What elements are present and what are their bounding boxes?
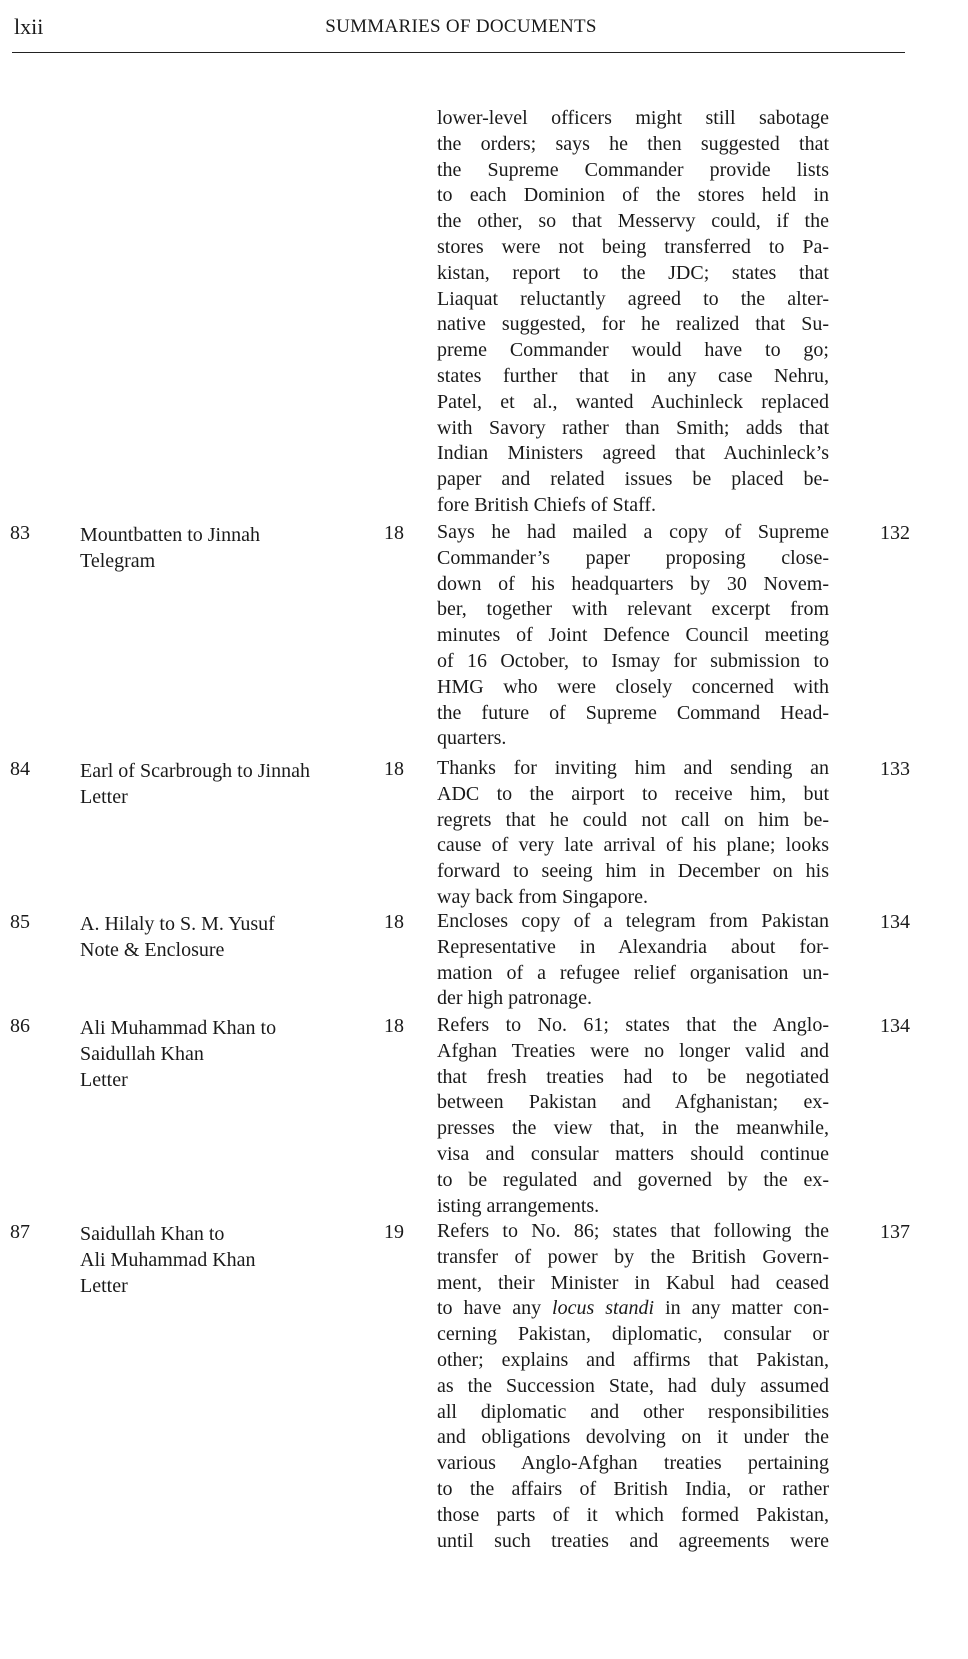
entry-page: 134 xyxy=(880,1015,910,1037)
entry-title-line: Saidullah Khan to xyxy=(80,1223,225,1245)
entry-title-line: A. Hilaly to S. M. Yusuf xyxy=(80,913,275,935)
summary-line: way back from Singapore. xyxy=(437,885,649,908)
summary-line: Encloses copy of a telegram from Pakistan xyxy=(437,910,829,932)
summary-line: ber, together with relevant excerpt from xyxy=(437,598,829,621)
entry-title-line: Letter xyxy=(80,1275,128,1297)
summary-line: Patel, et al., wanted Auchinleck replaced xyxy=(437,390,829,413)
summary-line: mation of a refugee relief organisation un- xyxy=(437,961,829,984)
summary-line: lower-level officers might still sabotage xyxy=(437,107,829,129)
summary-line: to have any locus standi in any matter con- xyxy=(437,1297,829,1320)
entry-title xyxy=(80,1221,380,1299)
summary-line: transfer of power by the British Govern- xyxy=(437,1245,829,1268)
italic-phrase: locus standi xyxy=(552,1297,655,1320)
entry-number: 87 xyxy=(10,1221,30,1243)
entry-title-line: Telegram xyxy=(80,550,156,572)
entry-title xyxy=(80,522,380,574)
entry-summary xyxy=(437,909,829,1012)
entry-date: 19 xyxy=(384,1221,404,1243)
summary-line: with Savory rather than Smith; adds that xyxy=(437,416,829,439)
summary-line: to be regulated and governed by the ex- xyxy=(437,1168,829,1191)
entry-title-line: Note & Enclosure xyxy=(80,939,225,961)
summary-line: the Supreme Commander provide lists xyxy=(437,158,829,181)
entry-title xyxy=(80,1015,380,1093)
summary-line: presses the view that, in the meanwhile, xyxy=(437,1117,829,1140)
summary-line: isting arrangements. xyxy=(437,1194,600,1217)
entry-number: 86 xyxy=(10,1015,30,1037)
summary-line: Says he had mailed a copy of Supreme xyxy=(437,521,829,543)
continued-summary xyxy=(437,106,829,519)
summary-line: the other, so that Messervy could, if the xyxy=(437,210,829,233)
summary-line: those parts of it which formed Pakistan, xyxy=(437,1503,829,1526)
summary-line: ment, their Minister in Kabul had ceased xyxy=(437,1271,829,1294)
summary-line: to the affairs of British India, or rather xyxy=(437,1477,829,1500)
summary-line: the future of Supreme Command Head- xyxy=(437,701,829,724)
entry-number: 84 xyxy=(10,758,30,780)
summary-line: of 16 October, to Ismay for submission to xyxy=(437,649,829,672)
running-title: SUMMARIES OF DOCUMENTS xyxy=(325,16,597,37)
summary-line: that fresh treaties had to be negotiated xyxy=(437,1065,829,1088)
entry-number: 85 xyxy=(10,911,30,933)
header-rule xyxy=(12,52,905,53)
summary-line: regrets that he could not call on him be- xyxy=(437,808,829,831)
summary-line: quarters. xyxy=(437,727,507,750)
entry-title-line: Letter xyxy=(80,786,128,808)
entry-title xyxy=(80,758,380,810)
summary-line: states further that in any case Nehru, xyxy=(437,364,829,387)
summary-line: various Anglo-Afghan treaties pertaining xyxy=(437,1452,829,1475)
summary-line: to each Dominion of the stores held in xyxy=(437,184,829,207)
entry-title-line: Mountbatten to Jinnah xyxy=(80,524,260,546)
summary-line: Liaquat reluctantly agreed to the alter- xyxy=(437,287,829,310)
summary-line: native suggested, for he realized that Su- xyxy=(437,313,829,336)
entry-summary xyxy=(437,1013,829,1219)
summary-line: other; explains and affirms that Pakistan, xyxy=(437,1348,829,1371)
page-number: lxii xyxy=(14,14,44,39)
entry-page: 132 xyxy=(880,522,910,544)
summary-line: fore British Chiefs of Staff. xyxy=(437,493,657,516)
page-header xyxy=(14,14,908,44)
summary-line: and obligations devolving on it under the xyxy=(437,1426,829,1449)
entry-summary xyxy=(437,756,829,911)
entry-date: 18 xyxy=(384,758,404,780)
entry-title-line: Ali Muhammad Khan xyxy=(80,1249,256,1271)
entry-title-line: Ali Muhammad Khan to xyxy=(80,1017,277,1039)
summary-line: der high patronage. xyxy=(437,987,592,1010)
summary-line: kistan, report to the JDC; states that xyxy=(437,261,829,284)
summary-line: HMG who were closely concerned with xyxy=(437,675,829,698)
entry-date: 18 xyxy=(384,522,404,544)
summary-line: stores were not being transferred to Pa- xyxy=(437,235,829,258)
summary-line: cerning Pakistan, diplomatic, consular or xyxy=(437,1323,829,1346)
summary-line: cause of very late arrival of his plane; looks xyxy=(437,834,829,857)
entry-title xyxy=(80,911,380,963)
summary-line: Refers to No. 86; states that following the xyxy=(437,1220,829,1242)
summary-line: down of his headquarters by 30 Novem- xyxy=(437,572,829,595)
entry-summary xyxy=(437,1219,829,1554)
summary-line: visa and consular matters should continue xyxy=(437,1142,829,1165)
summary-line: Refers to No. 61; states that the Anglo- xyxy=(437,1014,829,1036)
entry-page: 137 xyxy=(880,1221,910,1243)
entry-summary xyxy=(437,520,829,752)
summary-line: minutes of Joint Defence Council meeting xyxy=(437,624,829,647)
summary-line: all diplomatic and other responsibilities xyxy=(437,1400,829,1423)
entry-number: 83 xyxy=(10,522,30,544)
entry-page: 134 xyxy=(880,911,910,933)
entry-title-line: Earl of Scarbrough to Jinnah xyxy=(80,760,310,782)
summary-line: forward to seeing him in December on his xyxy=(437,860,829,883)
entry-title-line: Saidullah Khan xyxy=(80,1043,204,1065)
summary-line: until such treaties and agreements were xyxy=(437,1529,829,1552)
summary-line: Indian Ministers agreed that Auchinleck’s xyxy=(437,442,829,465)
summary-line: Afghan Treaties were no longer valid and xyxy=(437,1039,829,1062)
summary-line: between Pakistan and Afghanistan; ex- xyxy=(437,1091,829,1114)
summary-line: Thanks for inviting him and sending an xyxy=(437,757,829,779)
entry-date: 18 xyxy=(384,1015,404,1037)
summary-line: ADC to the airport to receive him, but xyxy=(437,782,829,805)
summary-line: Commander’s paper proposing close- xyxy=(437,546,829,569)
summary-line: preme Commander would have to go; xyxy=(437,339,829,362)
entry-page: 133 xyxy=(880,758,910,780)
summary-line: the orders; says he then suggested that xyxy=(437,132,829,155)
entry-date: 18 xyxy=(384,911,404,933)
summary-line: Representative in Alexandria about for- xyxy=(437,935,829,958)
summary-line: as the Succession State, had duly assumed xyxy=(437,1374,829,1397)
entry-title-line: Letter xyxy=(80,1069,128,1091)
summary-line: paper and related issues be placed be- xyxy=(437,468,829,491)
